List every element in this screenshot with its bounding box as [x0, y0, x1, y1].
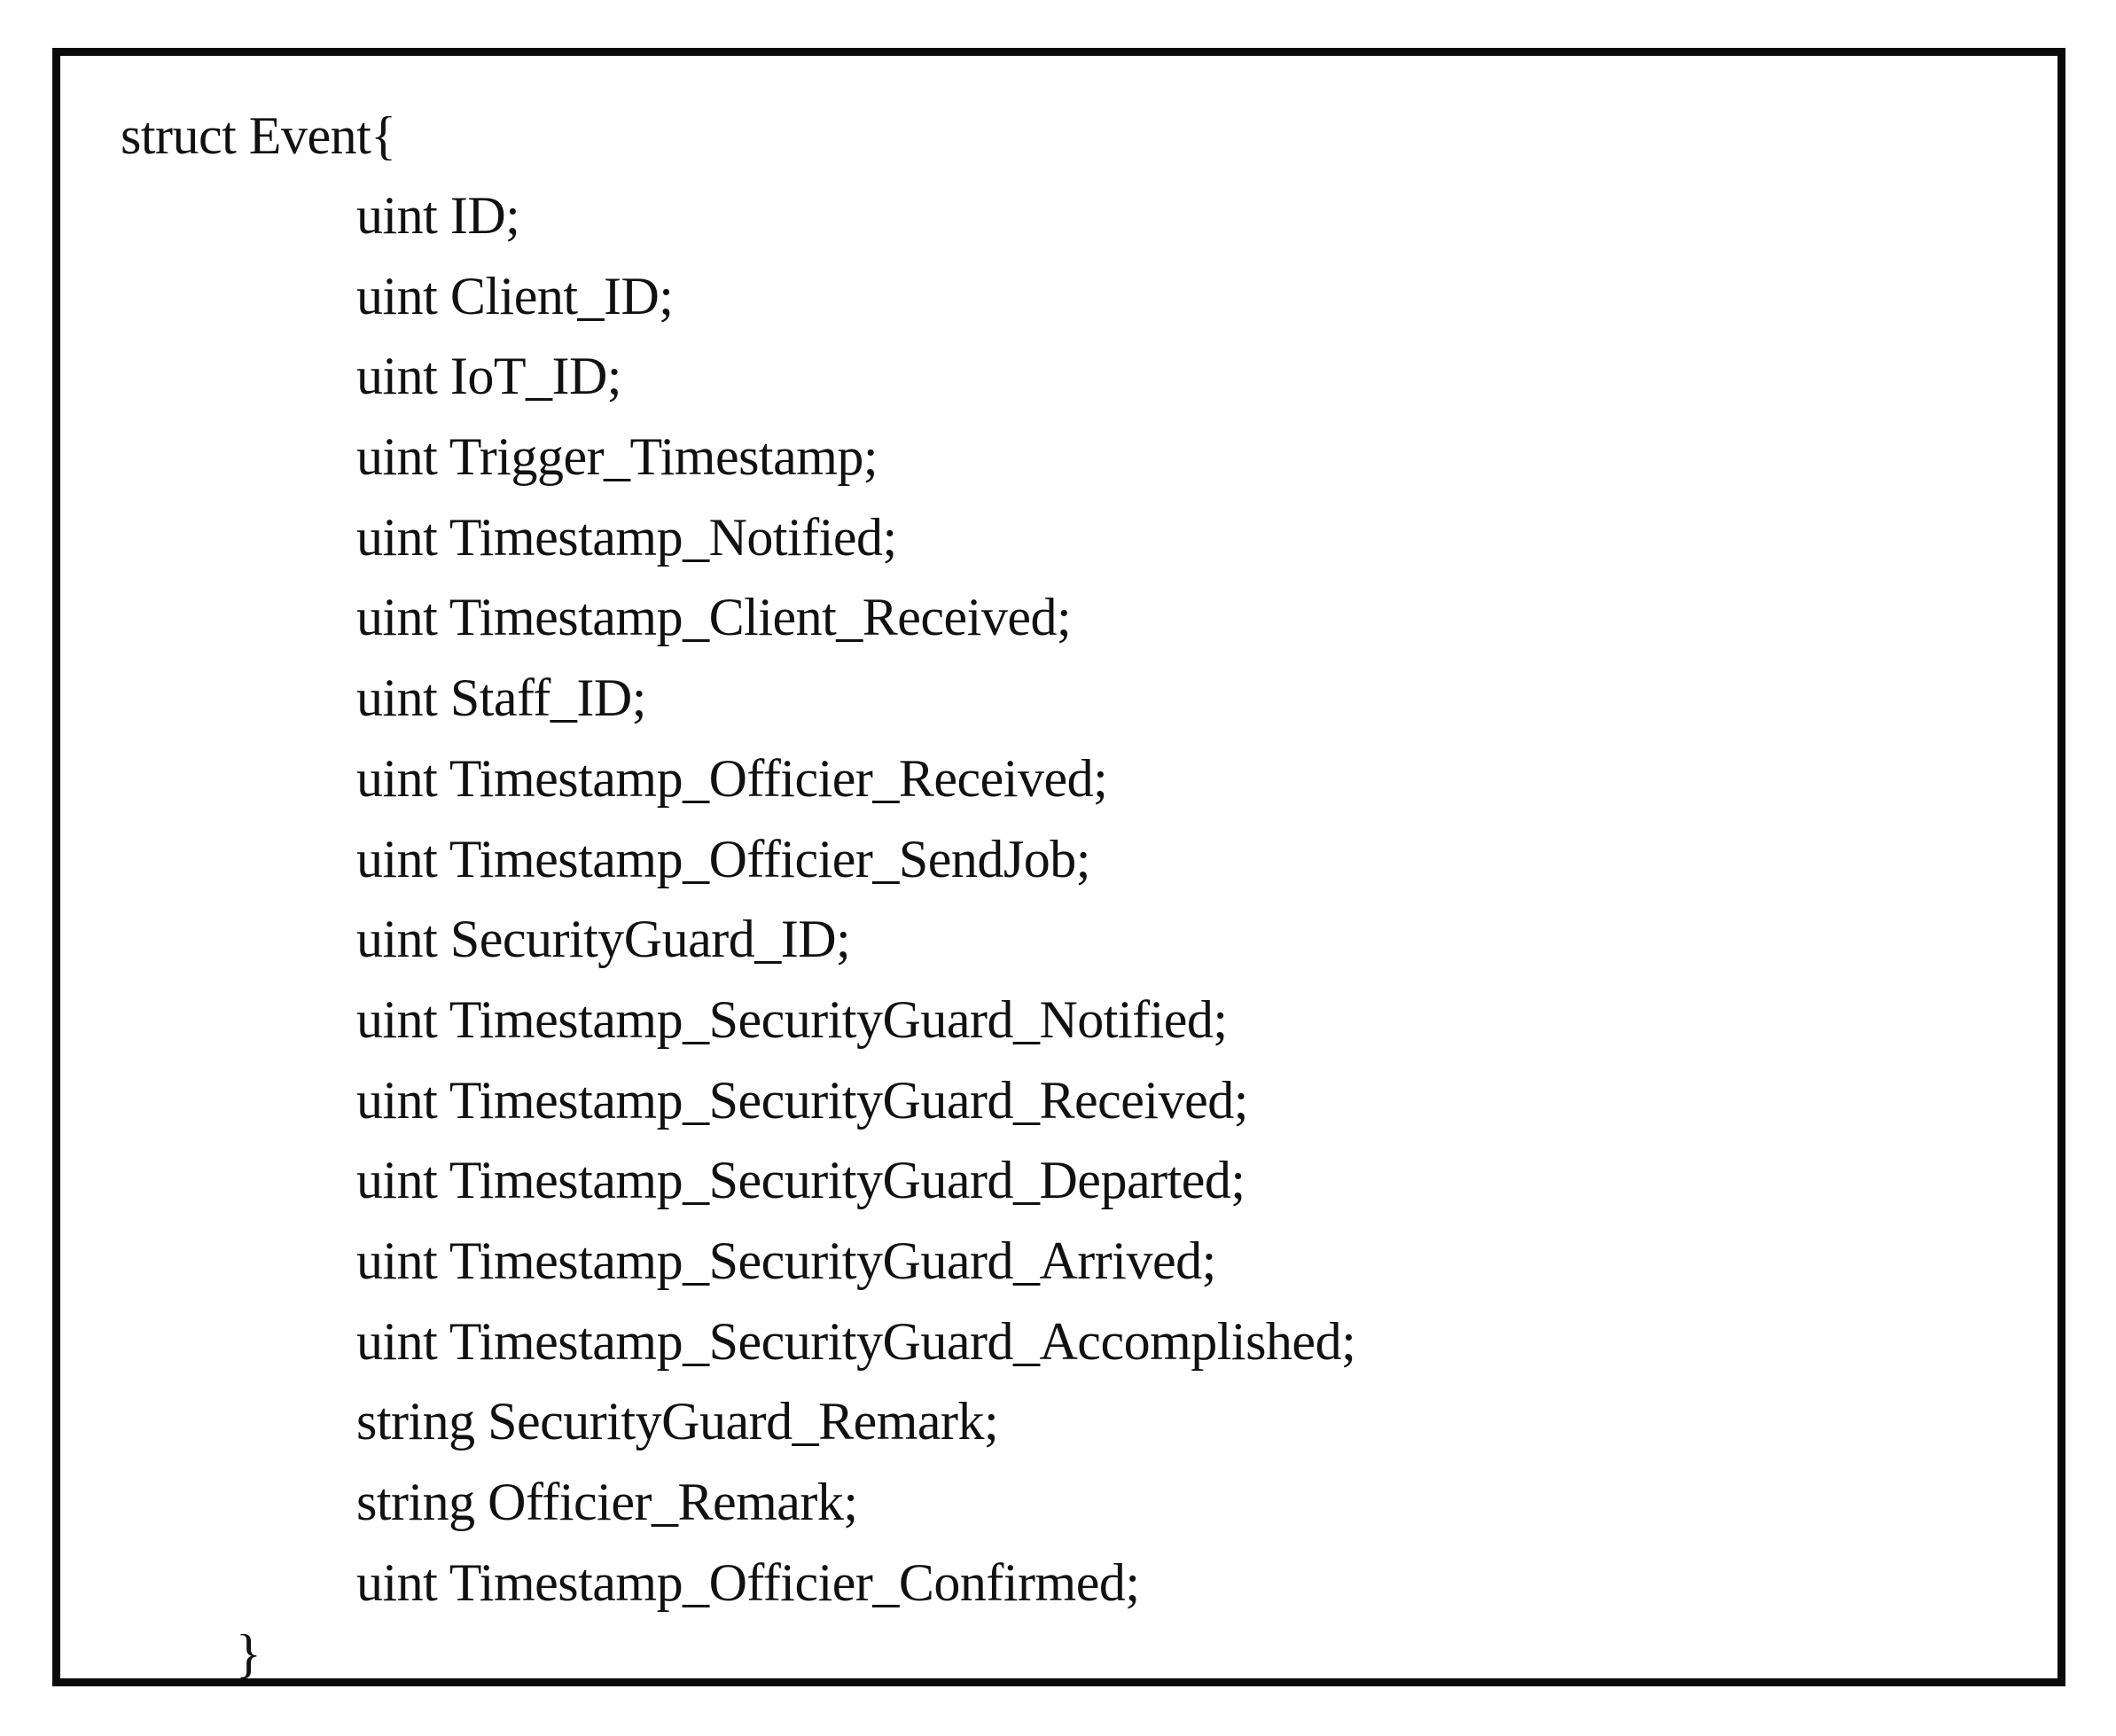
struct-field: uint Timestamp_SecurityGuard_Accomplished; — [356, 1311, 1356, 1371]
struct-field: uint IoT_ID; — [356, 347, 621, 406]
struct-field: uint Staff_ID; — [356, 669, 646, 728]
struct-field: string Officier_Remark; — [356, 1473, 858, 1531]
struct-field: string SecurityGuard_Remark; — [356, 1392, 999, 1451]
struct-closing-brace: } — [236, 1624, 262, 1683]
struct-field: uint Timestamp_Officier_Received; — [356, 748, 1108, 808]
struct-field: uint Client_ID; — [356, 266, 674, 325]
struct-field: uint Timestamp_Officier_SendJob; — [356, 829, 1090, 888]
struct-field: uint Timestamp_SecurityGuard_Departed; — [356, 1151, 1245, 1210]
struct-field: uint Trigger_Timestamp; — [356, 427, 878, 487]
struct-field: uint ID; — [356, 186, 520, 245]
struct-field: uint Timestamp_Officier_Confirmed; — [356, 1552, 1140, 1612]
struct-field: uint Timestamp_SecurityGuard_Notified; — [356, 989, 1228, 1049]
struct-field: uint Timestamp_Client_Received; — [356, 588, 1072, 647]
struct-field: uint Timestamp_SecurityGuard_Arrived; — [356, 1231, 1216, 1290]
struct-field: uint SecurityGuard_ID; — [356, 910, 851, 969]
struct-field: uint Timestamp_SecurityGuard_Received; — [356, 1070, 1248, 1130]
struct-field: uint Timestamp_Notified; — [356, 507, 897, 567]
struct-header: struct Event{ — [121, 106, 396, 165]
struct-field-list — [356, 186, 1356, 1636]
code-listing-frame — [52, 48, 2065, 1686]
